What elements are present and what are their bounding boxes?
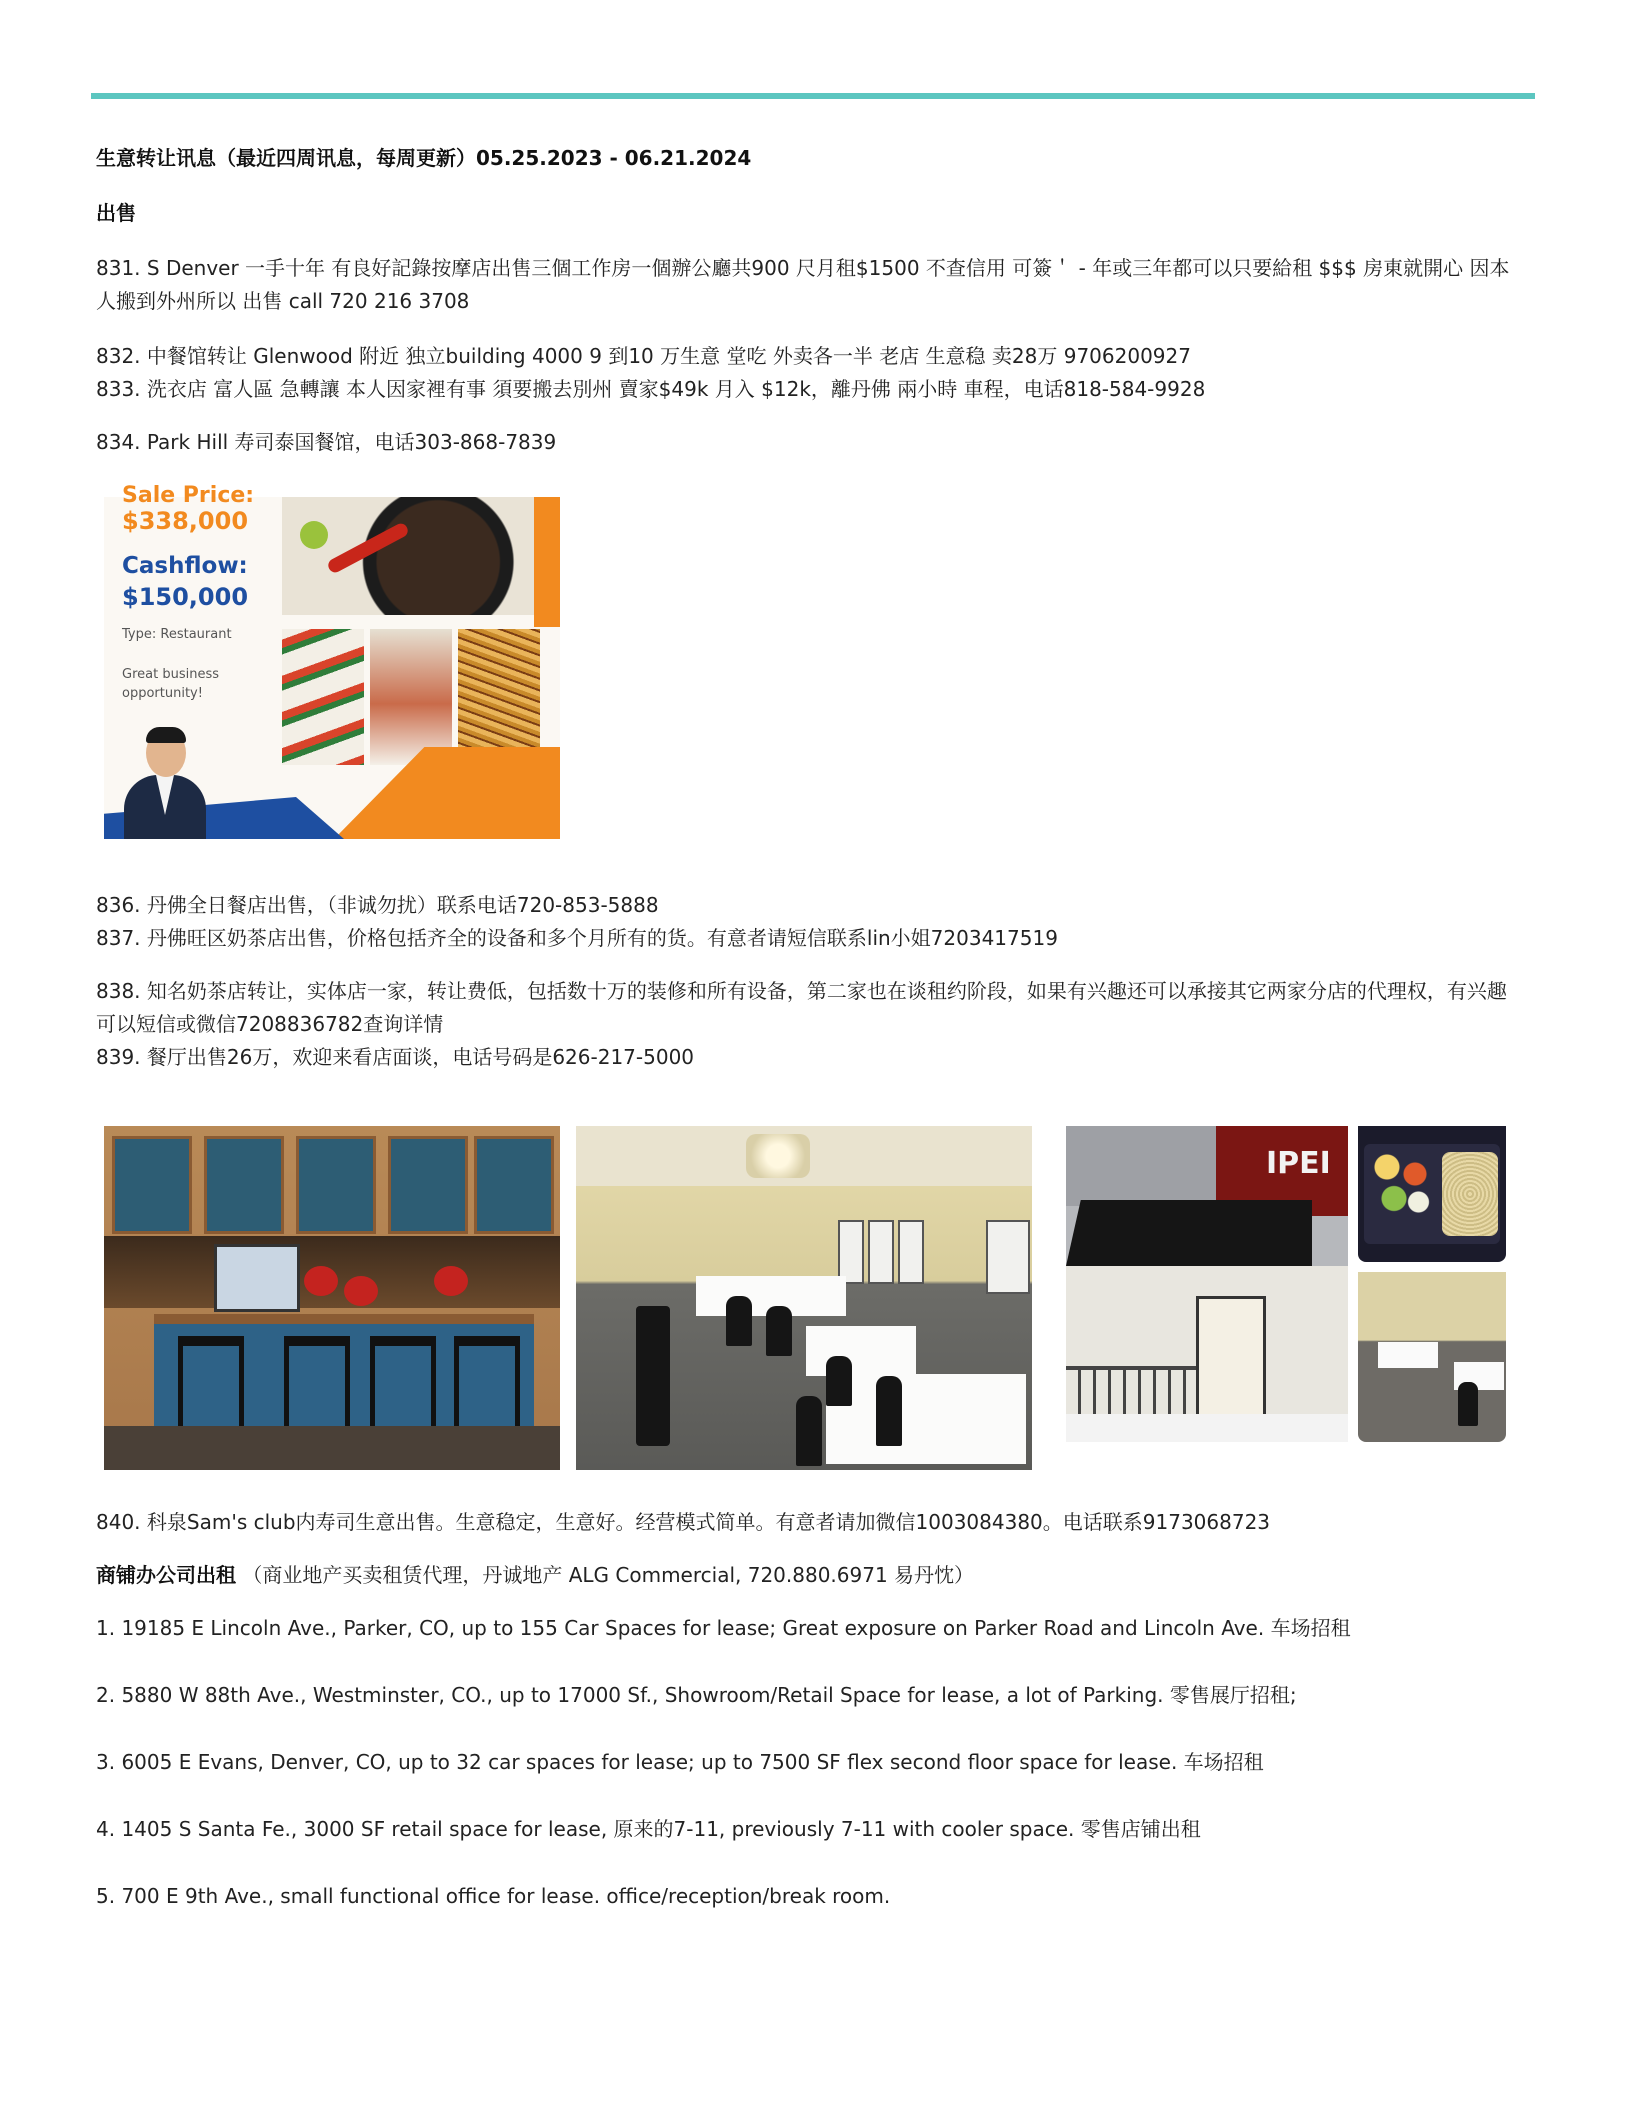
flyer-cashflow: $150,000 [122, 583, 249, 611]
listing-839: 839. 餐厅出售26万，欢迎来看店面谈，电话号码是626-217-5000 [96, 1045, 695, 1069]
flyer-orange-band [334, 747, 560, 839]
lease-heading: 商铺办公司出租 [96, 1563, 236, 1587]
dining-chair [826, 1356, 852, 1406]
flyer-opportunity: Great business opportunity! [122, 667, 219, 701]
lease-item-2: 2. 5880 W 88th Ave., Westminster, CO., up to 17000 Sf., Showroom/Retail Space for lease, a lot of Parking. 零售展厅招租; [96, 1683, 1297, 1707]
listing-840: 840. 科泉Sam's club内寿司生意出售。生意稳定，生意好。经营模式简单。有意者请加微信1003084380。电话联系9173068723 [96, 1510, 1271, 1534]
railing [1066, 1366, 1196, 1414]
window [838, 1220, 864, 1284]
drink-fridge [214, 1244, 300, 1312]
booth-seat [636, 1306, 670, 1446]
noodles-photo [458, 629, 540, 765]
dining-chair [876, 1376, 902, 1446]
dining-table [806, 1326, 916, 1376]
interior-photo [1358, 1272, 1506, 1442]
takeout-food-photo [1358, 1126, 1506, 1262]
chandelier [746, 1134, 810, 1178]
sashimi-photo [370, 629, 452, 765]
lease-item-4: 4. 1405 S Santa Fe., 3000 SF retail space for lease, 原来的7-11, previously 7-11 with cooler space. 零售店铺出租 [96, 1817, 1201, 1841]
window [898, 1220, 924, 1284]
dining-table [826, 1374, 1026, 1464]
wall-panel [204, 1136, 284, 1234]
listing-831: 831. S Denver 一手十年 有良好記錄按摩店出售三個工作房一個辦公廳共900 尺月租$1500 不查信用 可簽＇ - 年或三年都可以只要給租 $$$ 房東就開心 因本人搬到外州所以 出售 call 720 216 3708 [96, 256, 1510, 313]
lease-item-1: 1. 19185 E Lincoln Ave., Parker, CO, up to 155 Car Spaces for lease; Great exposure on Parker Road and Lincoln Ave. 车场招租 [96, 1616, 1351, 1640]
content [96, 142, 1516, 1913]
storefront-photo [1066, 1126, 1348, 1442]
sale-heading: 出售 [96, 201, 136, 225]
header-rule [91, 93, 1535, 99]
listing-837: 837. 丹佛旺区奶茶店出售，价格包括齐全的设备和多个月所有的货。有意者请短信联系lin小姐7203417519 [96, 926, 1058, 950]
agent-hair [146, 727, 186, 743]
dining-room-photo [576, 1126, 1032, 1470]
lime-garnish [300, 521, 328, 549]
page-title: 生意转让讯息（最近四周讯息，每周更新）05.25.2023 - 06.21.2024 [96, 146, 752, 170]
agent-portrait [124, 729, 206, 839]
restaurant-photos [96, 1126, 1516, 1470]
wall-panel [474, 1136, 554, 1234]
entrance-awning [1066, 1200, 1312, 1266]
flyer-price: $338,000 [122, 507, 249, 535]
dining-chair [796, 1396, 822, 1466]
wall-panel [296, 1136, 376, 1234]
dining-chair [726, 1296, 752, 1346]
flyer-cashflow-label: Cashflow: [122, 553, 248, 579]
dining-table [1378, 1342, 1438, 1368]
listing-834: 834. Park Hill 寿司泰国餐馆，电话303-868-7839 [96, 430, 557, 454]
flower-arrangement [434, 1266, 468, 1296]
bar-floor [104, 1426, 560, 1470]
flyer-price-label: Sale Price: [122, 483, 255, 508]
window [868, 1220, 894, 1284]
listing-832: 832. 中餐馆转让 Glenwood 附近 独立building 4000 9 到10 万生意 堂吃 外卖各一半 老店 生意稳 卖28万 9706200927 [96, 344, 1191, 368]
wall-panel [388, 1136, 468, 1234]
restaurant-sale-flyer [104, 483, 560, 839]
bar-area-photo [104, 1126, 560, 1470]
fried-rice [1442, 1152, 1498, 1236]
snow-ground [1066, 1414, 1348, 1442]
listing-836: 836. 丹佛全日餐店出售，（非诚勿扰）联系电话720-853-5888 [96, 893, 659, 917]
window [986, 1220, 1030, 1294]
flower-arrangement [344, 1276, 378, 1306]
entrance-door [1196, 1296, 1266, 1432]
listing-833: 833. 洗衣店 富人區 急轉讓 本人因家裡有事 須要搬去別州 賣家$49k 月入 $12k，離丹佛 兩小時 車程，电话818-584-9928 [96, 377, 1206, 401]
lease-item-5: 5. 700 E 9th Ave., small functional office for lease. office/reception/break room. [96, 1884, 891, 1908]
vegetable-dish [1366, 1146, 1436, 1216]
dining-chair [766, 1306, 792, 1356]
flyer-type: Type: Restaurant [122, 627, 232, 642]
flyer-orange-accent [534, 497, 560, 627]
chili-pepper [326, 521, 410, 575]
wall-panel [112, 1136, 192, 1234]
stir-fry-photo [282, 497, 534, 615]
listing-838: 838. 知名奶茶店转让，实体店一家，转让费低，包括数十万的装修和所有设备，第二家也在谈租约阶段，如果有兴趣还可以承接其它两家分店的代理权，有兴趣可以短信或微信7208836782查询详情 [96, 979, 1507, 1036]
dining-chair [1458, 1382, 1478, 1426]
lease-item-3: 3. 6005 E Evans, Denver, CO, up to 32 car spaces for lease; up to 7500 SF flex second floor space for lease. 车场招租 [96, 1750, 1264, 1774]
storefront-sign: IPEI [1266, 1146, 1331, 1181]
sushi-photo [282, 629, 364, 765]
lease-heading-line [96, 1559, 1516, 1592]
flower-arrangement [304, 1266, 338, 1296]
lease-note: （商业地产买卖租赁代理，丹诚地产 ALG Commercial, 720.880.6971 易丹忱） [242, 1563, 975, 1587]
